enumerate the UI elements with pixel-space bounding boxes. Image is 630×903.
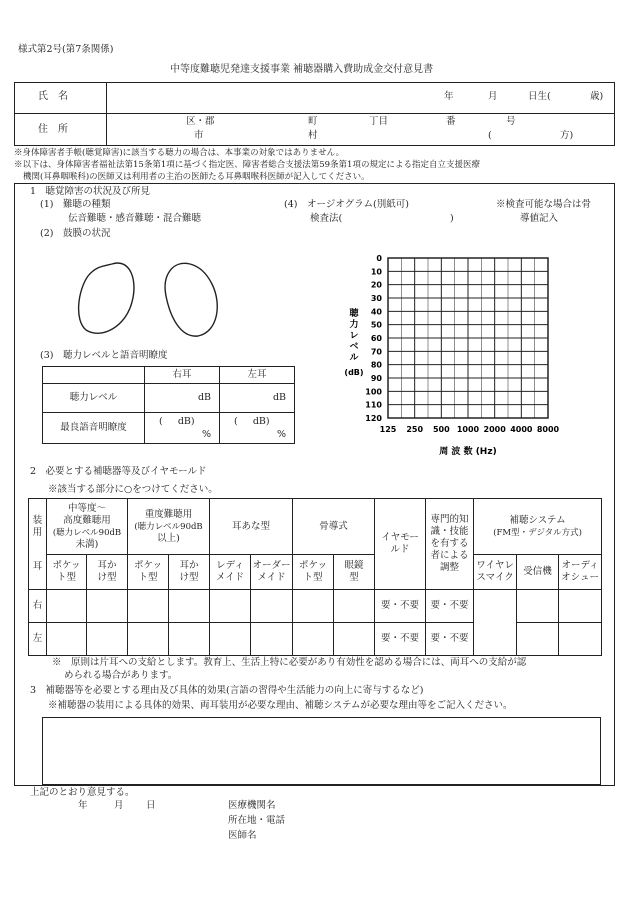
item4-title: (4) オージオグラム(別紙可) [284, 199, 409, 210]
l-c6[interactable] [251, 623, 293, 656]
y-axis-label-char: 力 [349, 320, 359, 330]
y-tick-label: 20 [370, 280, 382, 290]
x-tick-label: 250 [406, 425, 424, 434]
x-tick-label: 8000 [536, 425, 560, 434]
ku-gun-label: 区・郡 [186, 116, 215, 127]
x-tick-label: 4000 [510, 425, 533, 434]
x-tick-label: 125 [379, 425, 397, 434]
y-tick-label: 100 [365, 387, 382, 397]
right-earmold-need[interactable]: 要・不要 [375, 590, 426, 623]
l-receiver[interactable] [517, 623, 559, 656]
form-title: 中等度難聴児発達支援事業 補聴器購入費助成金交付意見書 [170, 64, 434, 75]
x-tick-label: 1000 [456, 425, 480, 434]
l-c3[interactable] [128, 623, 169, 656]
form-number: 様式第2号(第7条関係) [18, 44, 114, 55]
r-c5[interactable] [210, 590, 251, 623]
footer-year: 年 [78, 800, 88, 811]
y-axis-unit: (dB) [344, 368, 364, 377]
right-ear-label: 右 [29, 590, 47, 623]
item3-title: (3) 聴力レベルと語音明瞭度 [40, 350, 168, 361]
y-tick-label: 10 [370, 267, 382, 277]
audio-shoe: オーディ オシュー [559, 555, 602, 590]
bone-conduction-note-2: 導値記入 [520, 213, 559, 224]
glasses-type: 眼鏡 型 [334, 555, 375, 590]
go-label: 号 [506, 116, 516, 127]
hearing-system-header: 補聴システム (FM型・デジタル方式) [474, 499, 602, 555]
bone-conduction-header: 骨導式 [293, 499, 375, 555]
footer-month: 月 [114, 800, 124, 811]
section3-heading: 3 補聴器等を必要とする理由及び具体的効果(言語の習得や生活能力の向上に寄与するなど) [30, 685, 424, 696]
l-c1[interactable] [47, 623, 87, 656]
in-ear-header: 耳あな型 [210, 499, 293, 555]
y-tick-label: 110 [365, 400, 382, 410]
pocket-type-2: ポケッ ト型 [128, 555, 169, 590]
left-ear-header: 左耳 [220, 367, 295, 384]
hearing-level-table [42, 366, 295, 444]
left-speech-clarity-cell[interactable]: ( dB) % [220, 413, 295, 444]
note-2b: 機関(耳鼻咽喉科)の医師又は利用者の主治の医師たる耳鼻咽喉科医師が記入してください。 [23, 172, 370, 182]
audiogram-chart[interactable] [340, 246, 565, 468]
x-axis-label: 周 波 数 (Hz) [439, 447, 497, 457]
note-2a: ※以下は、身体障害者福祉法第15条第1項に基づく指定医、障害者総合支援法第59条第1項の規定による指定自立支援医療 [14, 160, 480, 170]
y-tick-label: 80 [370, 360, 382, 370]
y-axis-label-char: ベ [349, 342, 359, 352]
age-label: 歳) [590, 91, 604, 102]
right-ear-row [29, 590, 602, 623]
institution-label: 医療機関名 [228, 800, 276, 811]
r-c7[interactable] [293, 590, 334, 623]
doctor-name-label: 医師名 [228, 830, 257, 841]
left-ear-label: 左 [29, 623, 47, 656]
r-c4[interactable] [169, 590, 210, 623]
bone-conduction-note-1: ※検査可能な場合は骨 [496, 199, 592, 210]
y-tick-label: 0 [376, 254, 382, 263]
left-hearing-level-cell[interactable]: dB [220, 384, 295, 413]
machi-label: 町 [308, 116, 318, 127]
ban-label: 番 [446, 116, 456, 127]
x-tick-label: 2000 [483, 425, 506, 434]
r-c8[interactable] [334, 590, 375, 623]
reason-textarea[interactable] [42, 717, 601, 785]
y-axis-label-char: レ [349, 331, 359, 341]
r-c6[interactable] [251, 590, 293, 623]
ready-made: レディ メイド [210, 555, 251, 590]
y-tick-label: 70 [370, 347, 382, 357]
y-axis-label-char: 聴 [349, 309, 359, 319]
right-ear-header: 右耳 [145, 367, 220, 384]
section1-heading: 1 聴覚障害の状況及び所見 [30, 186, 151, 197]
wireless-mic: ワイヤレ スマイク [474, 555, 517, 590]
address-label: 住 所 [38, 124, 68, 135]
pocket-type-1: ポケッ ト型 [47, 555, 87, 590]
pocket-type-3: ポケッ ト型 [293, 555, 334, 590]
birth-day-label: 日生( [528, 91, 551, 102]
item4-method[interactable]: 検査法( [310, 213, 343, 224]
y-tick-label: 120 [365, 414, 382, 423]
order-made: オーダー メイド [251, 555, 293, 590]
receiver: 受信機 [517, 555, 559, 590]
section2-note-2: められる場合があります。 [64, 670, 178, 681]
name-field[interactable] [112, 86, 412, 110]
r-receiver[interactable] [517, 590, 559, 623]
earmold-header: イヤモー ルド [375, 499, 426, 590]
birth-month-label: 月 [488, 91, 498, 102]
right-speech-clarity-cell[interactable]: ( dB) % [145, 413, 220, 444]
shi-label: 市 [194, 130, 204, 141]
y-tick-label: 60 [370, 334, 382, 343]
chome-label: 丁目 [369, 116, 389, 127]
l-c8[interactable] [334, 623, 375, 656]
kata-label: 方) [560, 130, 574, 141]
left-eardrum-outline [165, 263, 217, 336]
note-1: ※身体障害者手帳(聴覚障害)に該当する聴力の場合は、本事業の対象ではありません。 [14, 148, 345, 158]
moderate-severe-header: 中等度～ 高度難聴用 (聴力レベル90dB 未満) [47, 499, 128, 555]
hearing-aid-table [28, 498, 602, 656]
r-c3[interactable] [128, 590, 169, 623]
speech-clarity-row-label: 最良語音明瞭度 [43, 413, 145, 444]
section2-instruction: ※該当する部分に○をつけてください。 [48, 484, 218, 495]
profound-header: 重度難聴用 (聴力レベル90dB 以上) [128, 499, 210, 555]
l-c5[interactable] [210, 623, 251, 656]
address-phone-label: 所在地・電話 [228, 815, 286, 826]
left-ear-row [29, 623, 602, 656]
y-axis-label-char: ル [349, 353, 359, 363]
paren-open: ( [488, 130, 492, 141]
item2-title: (2) 鼓膜の状況 [40, 228, 111, 239]
right-specialist-need[interactable]: 要・不要 [426, 590, 474, 623]
right-hearing-level-cell[interactable]: dB [145, 384, 220, 413]
l-audio[interactable] [559, 623, 602, 656]
item4-method-close: ) [450, 213, 454, 224]
y-tick-label: 40 [370, 307, 382, 317]
item1-options[interactable]: 伝音難聴・感音難聴・混合難聴 [68, 213, 202, 224]
wireless-mic-cell[interactable] [474, 590, 517, 656]
x-tick-label: 500 [432, 425, 450, 434]
r-audio[interactable] [559, 590, 602, 623]
ear-hook-type-2: 耳か け型 [169, 555, 210, 590]
left-earmold-need[interactable]: 要・不要 [375, 623, 426, 656]
section3-instruction: ※補聴器の装用による具体的効果、両耳装用が必要な理由、補聴システムが必要な理由等をご記入ください。 [48, 700, 513, 711]
section2-note-1: ※ 原則は片耳への支給とします。教育上、生活上特に必要があり有効性を認める場合には、両耳への支給が認 [52, 657, 527, 668]
footer-day: 日 [146, 800, 156, 811]
birth-year-label: 年 [444, 91, 454, 102]
hearing-level-row-label: 聴力レベル [43, 384, 145, 413]
l-c4[interactable] [169, 623, 210, 656]
r-c1[interactable] [47, 590, 87, 623]
right-eardrum-outline [79, 263, 134, 333]
footer-statement: 上記のとおり意見する。 [30, 787, 135, 798]
left-specialist-need[interactable]: 要・不要 [426, 623, 474, 656]
wearing-ear-header: 装 用 耳 [29, 499, 47, 590]
ear-hook-type-1: 耳か け型 [87, 555, 128, 590]
y-tick-label: 90 [370, 374, 382, 383]
name-label: 氏 名 [38, 91, 68, 102]
l-c2[interactable] [87, 623, 128, 656]
item1-title: (1) 難聴の種類 [40, 199, 111, 210]
eardrum-diagram[interactable] [72, 250, 232, 350]
y-tick-label: 50 [370, 320, 382, 330]
specialist-adjustment-header: 専門的知 識・技能 を有する 者による 調整 [426, 499, 474, 590]
mura-label: 村 [308, 130, 318, 141]
y-tick-label: 30 [370, 294, 382, 303]
l-c7[interactable] [293, 623, 334, 656]
section2-heading: 2 必要とする補聴器等及びイヤモールド [30, 466, 207, 477]
r-c2[interactable] [87, 590, 128, 623]
